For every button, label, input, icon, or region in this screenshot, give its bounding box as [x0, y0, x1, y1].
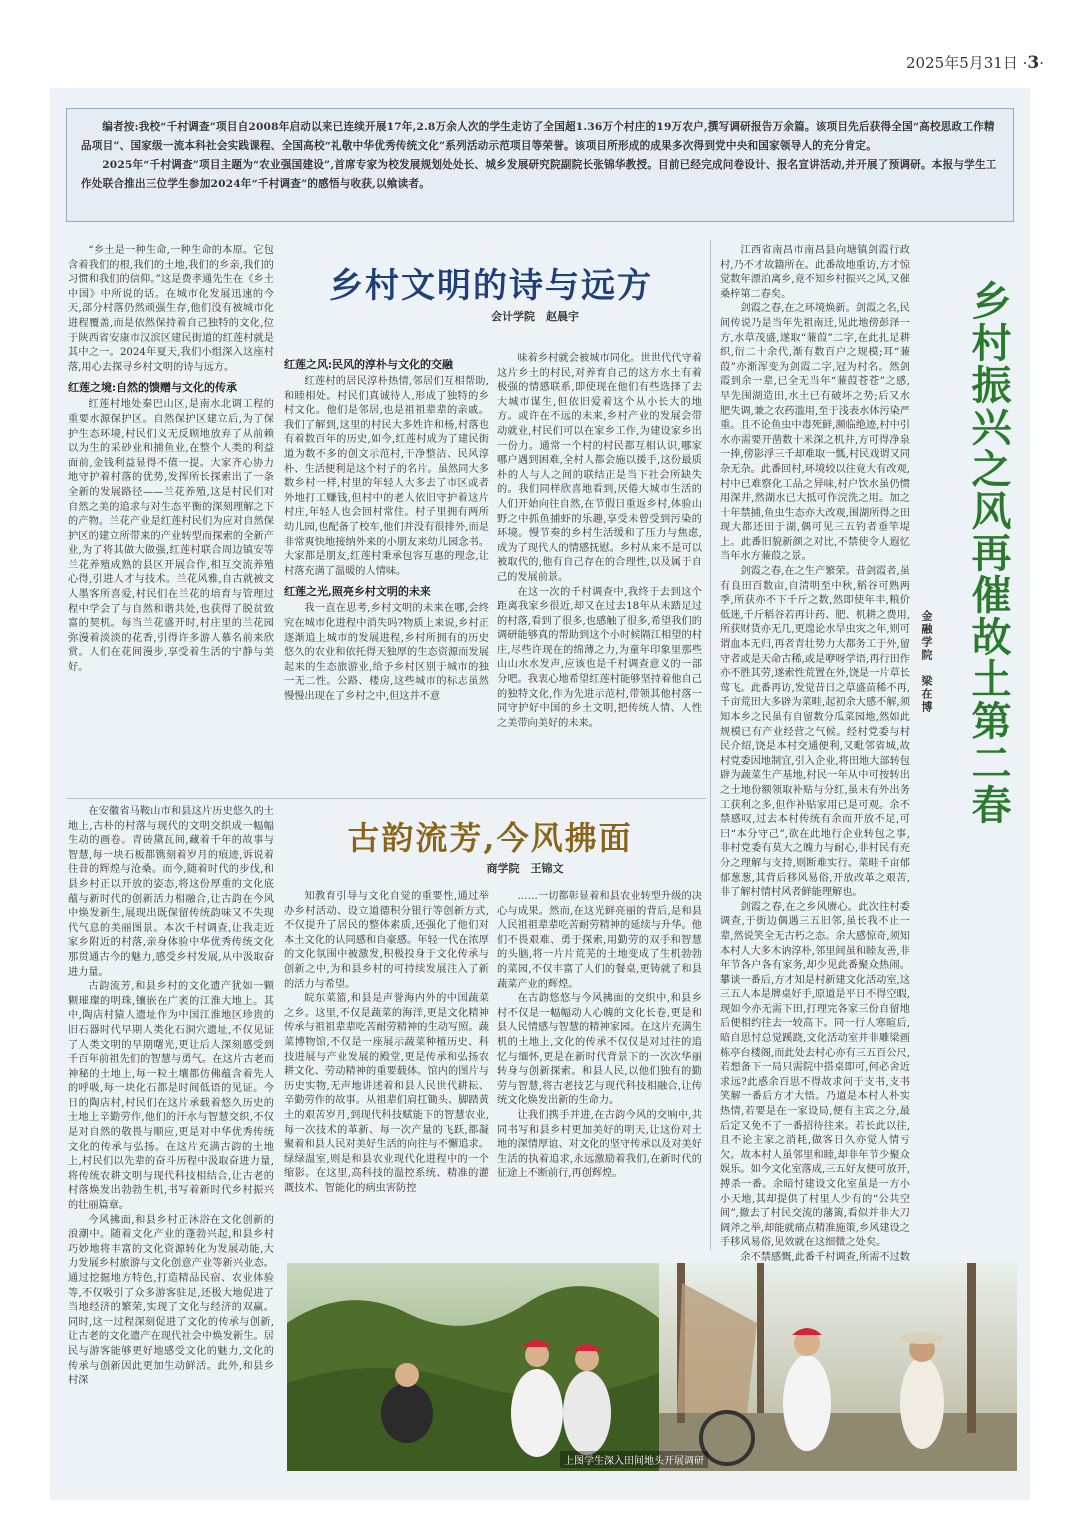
paragraph: 余不禁感慨,此番千村调查,所需不过数 — [740, 1251, 910, 1263]
article1-column-1 — [68, 244, 274, 789]
paragraph: 在这一次的千村调查中,我终于去到这个距离我家乡很近,却又在过去18年从未踏足过的村落,看到了很多,也感触了很多,希望我们的调研能够真的帮助到这个小时候隔江相望的村庄,尽些许现在的绵薄之力,为童年印象里那些山山水水发声,应该也是千村调查意义的一部分吧。我衷心地希望红莲村能够坚持着他自己的独特文化,作为先进示范村,带领其他村落一同守护好中国的乡土文明,把传统人情、人性之美带向美好的未来。 — [497, 586, 702, 729]
article1-title: 乡村文明的诗与远方 — [329, 266, 653, 306]
article1-byline: 会计学院 赵晨宇 — [491, 310, 579, 323]
editor-note — [66, 108, 1014, 222]
paragraph: 剑霞之春,在之环境焕新。剑霞之名,民间传说乃是当年先祖南迁,见此地傍彭泽一方,水草茂盛,遂取“蒹葭”二字,在此扎足耕织,衍二十余代,渐有数百户之规模;耳“蒹葭”亦渐浑变为剑霞二字,冠为村名。然剑霞到余一辈,已全无当年“蒹葭苍苍”之感,早先围湖造田,水土已有破坏之势;后又水肥失调,兼之农药滥用,至于浅表水体污染严重。且不论鱼虫中毒死鲜,濒临绝迹,村中引水亦需要开凿数十米深之机井,方可得净泉一捧,傍影浮三千却难取一瓢,村民戏谓又同杂无杂。此番回村,环境较以往竟大有改观,村中已难察化工品之异味,村户饮水虽仍惯用深井,然湖水已大抵可作浣洗之用。加之十年禁捕,鱼虫生态亦大改观,围湖所得之田现大都还田于湖,偶可见三五钓者垂竿堤上。此番旧貌新颜之对比,不禁使令人遐忆当年水方蒹葭之景。 — [720, 303, 910, 563]
article2-column-3 — [497, 890, 702, 1252]
section-heading: 红莲之风:民风的淳朴与文化的交融 — [284, 358, 454, 371]
paragraph: ……一切都彰显着和县农业转型升级的决心与成果。然而,在这光鲜亮丽的背后,是和县人民祖祖辈辈吃苦耐劳精神的延续与升华。他们不畏艰难、勇于探索,用勤劳的双手和智慧的头脑,将一片片荒芜的土地变成了生机勃勃的菜园,不仅丰富了人们的餐桌,更铸就了和县蔬菜产业的辉煌。 — [497, 891, 702, 990]
divider — [66, 798, 706, 799]
paragraph: 在古韵悠悠与今风拂面的交织中,和县乡村不仅是一幅幅动人心魄的文化长卷,更是和县人民情感与智慧的精神家园。在这片充满生机的土地上,文化的传承不仅仅是对过往的追忆与缅怀,更是在新时代背景下的一次次华丽转身与创新探索。和县人民,以他们独有的勤劳与智慧,将古老技艺与现代科技相融合,让传统文化焕发出新的生命力。 — [497, 993, 702, 1107]
paragraph: 红莲村地处秦巴山区,是南水北调工程的重要水源保护区。自然保护区建立后,为了保护生态环境,村民们义无反顾地放弃了从前赖以为生的采砂业和捕鱼业,在整个人类的利益面前,金钱利益显得不值一提。大家齐心协力地守护着村落的优势,发挥所长探索出了一条全新的发展路径——兰花养殖,这是村民们对自然之美的追求与对生态平衡的深刻理解之下的产物。兰花产业是红莲村民们为应对自然保护区的建立所带来的产业转型而探索的全新产业,为了将其做大做强,红莲村联合周边镇安等兰花养殖成熟的县区开展合作,相互交流养殖心得,引进人才与技术。兰花风雅,自古就被文人墨客所喜爱,村民们在兰花的培育与管理过程中学会了与自然和谐共处,也获得了脱贫致富的契机。每当兰花盛开时,村庄里的兰花园弥漫着淡淡的花香,引得许多游人慕名前来欣赏。人们在花间漫步,享受着生活的宁静与美好。 — [68, 399, 274, 674]
field-survey-photo — [287, 1263, 1017, 1471]
article2-byline: 商学院 王锦文 — [486, 862, 564, 875]
paragraph: 皖东菜篮,和县是声誉海内外的中国蔬菜之乡。这里,不仅是蔬菜的海洋,更是文化精神传承与祖祖辈辈吃苦耐劳精神的生动写照。蔬菜博物馆,不仅是一座展示蔬菜种植历史、科技进展与产业发展的殿堂,更是传承和弘扬农耕文化、劳动精神的重要载体。馆内的图片与历史实物,无声地讲述着和县人民世代耕耘、辛勤劳作的故事。从祖辈们肩扛锄头、脚踏黄土的艰苦岁月,到现代科技赋能下的智慧农业,每一次技术的革新、每一次产量的飞跃,都凝聚着和县人民对美好生活的向往与不懈追求。绿绿温室,则是和县农业现代化进程中的一个缩影。在这里,高科技的温控系统、精准的灌溉技术、智能化的病虫害防控 — [284, 993, 489, 1194]
paragraph: “乡土是一种生命,一种生命的本原。它包含着我们的根,我们的土地,我们的乡亲,我们的习惯和我们的信仰。”这是费孝通先生在《乡土中国》中所说的话。在城市化发展迅速的今天,部分村落仍然顽强生存,他们没有被城市化进程覆盖,而是依然保持着自己独特的文化,位于陕西省安康市汉滨区建民街道的红莲村就是其中之一。2024年夏天,我们小组深入这座村落,用心去探寻乡村文明的诗与远方。 — [68, 245, 274, 373]
paragraph: 今风拂面,和县乡村正沐浴在文化创新的浪潮中。随着文化产业的蓬勃兴起,和县乡村巧妙地将丰富的文化资源转化为发展动能,大力发展乡村旅游与文化创意产业等新兴业态。通过挖掘地方特色,打造精品民宿、农业体验等,不仅吸引了众多游客驻足,还极大地促进了当地经济的繁荣,实现了文化与经济的双赢。同时,这一过程深刻促进了文化的传承与创新,让古老的文化遗产在现代社会中焕发新生。居民与游客能够更好地感受文化的魅力,文化的传承与创新因此更加生动鲜活。此外,和县乡村深 — [68, 1214, 274, 1387]
column-divider — [710, 240, 711, 1250]
article1-column-2 — [284, 352, 489, 789]
article3-column — [720, 244, 910, 1263]
paragraph: 知教育引导与文化自觉的重要性,通过举办乡村活动、设立道德积分银行等创新方式,不仅提升了居民的整体素质,还强化了他们对本土文化的认同感和自豪感。年轻一代在浓厚的文化氛围中被激发,积极投身于文化传承与创新之中,为和县乡村的可持续发展注入了新的活力与希望。 — [284, 891, 489, 990]
article2-column-1 — [68, 805, 274, 1477]
photo-caption: 上图学生深入田间地头开展调研 — [560, 1451, 708, 1468]
paragraph: 江西省南昌市南昌县向塘镇剑霞行政村,乃不才故籍所在。此番故地重访,方才惊觉数年漂泊离乡,竟不知乡村振兴之风,又催桑梓第二春矣。 — [720, 245, 910, 300]
paragraph: 在安徽省马鞍山市和县这片历史悠久的土地上,古朴的村落与现代的文明交织成一幅幅生动的画卷。青砖黛瓦间,藏着千年的故事与智慧,每一块石板都镌刻着岁月的痕迹,诉说着往昔的辉煌与沧桑。而今,随着时代的步伐,和县乡村正以开放的姿态,将这份厚重的文化底蕴与新时代的创新活力相融合,让古韵在今风中焕发新生,展现出既保留传统韵味又不失现代气息的美丽图景。本次千村调查,让我走近家乡附近的村落,亲身体验中华优秀传统文化那贯通古今的魅力,感受乡村发展,从中汲取奋进力量。 — [68, 806, 274, 978]
paragraph: 我一直在思考,乡村文明的未来在哪,会终究在城市化进程中消失吗?物质上来说,乡村正逐渐追上城市的发展进程,乡村所拥有的历史悠久的农业和依托得天独厚的生态资源而发展起来的生态旅游业,给予乡村区别于城市的独一无二性。公路、楼房,这些城市的标志虽然慢慢出现在了乡村之中,但这并不意 — [284, 603, 489, 702]
article3-title: 乡村振兴之风再催故土第二春 — [965, 280, 1012, 826]
paragraph: 剑霞之春,在之生产繁荣。昔剑霞者,虽有良田百数亩,自清明至中秋,稻谷可熟两季,所获亦不下千斤之数,然即使年丰,粮价低迷,千斤稻谷若再计药、肥、机耕之费用,所获财货亦无几,更遑论水旱虫灾之年,则可谓血本无归,再者青壮势力大都务工于外,留守者或是天命古稀,或是咿呀学语,再行田作亦不胜其劳,遂索性荒置在外,饶是一片草长莺飞。此番再访,发觉昔日之草盛苗稀不再,千亩荒田大多辟为菜畦,起初余大感不解,须知本乡之民虽有自留数分瓜菜园地,然如此规模已有产业经营之气候。经村党委与村民介绍,饶是本村交通便利,又毗邻省城,故村党委因地制宜,引入企业,将田地大部转包辟为蔬菜生产基地,村民一年从中可按转出之土地份额领取补贴与分红,虽未有外出务工获利之多,但作补贴家用已是可观。余不禁感叹,过去本村传统有余而开放不足,可曰“本分守己”,欲在此地行企业转包之事,非村党委有莫大之魄力与耐心,非村民有充分之理解与支持,则断难实行。菜畦千亩郁郁葱葱,其背后移风易俗,开放改革之艰苦,非了解村情村风者鲜能理解也。 — [720, 566, 910, 899]
article1-column-3 — [497, 352, 702, 789]
page-number: 3 — [1027, 53, 1040, 73]
paragraph: 味着乡村就会被城市同化。世世代代守着这片乡土的村民,对养育自己的这方水土有着极强的情感联系,即使现在他们有些选择了去大城市谋生,但依旧爱着这个从小长大的地方。或许在不远的未来,乡村产业的发展会带动就业,村民们可以在家乡工作,为建设家乡出一份力。通常一个村的村民都互相认识,哪家哪户遇到困难,全村人都会施以援手,这份最质朴的人与人之间的联结正是当下社会所缺失的。我们同样欣喜地看到,厌倦大城市生活的人们开始向往自然,在节假日重返乡村,体验山野之中抓鱼捕虾的乐趣,享受未曾受到污染的环境。慢节奏的乡村生活缓和了压力与焦虑,成为了现代人的情感抚慰。乡村从来不是可以被取代的,他有自己存在的合理性,以及属于自己的发展前景。 — [497, 353, 702, 583]
editor-note-label: 编者按: — [102, 121, 139, 133]
article2-column-2 — [284, 890, 489, 1252]
section-heading: 红莲之境:自然的馈赠与文化的传承 — [68, 381, 238, 395]
section-heading: 红莲之光,照亮乡村文明的未来 — [284, 585, 431, 599]
issue-date: 2025年5月31日 — [906, 54, 1018, 72]
paragraph: 让我们携手并进,在古韵今风的交响中,共同书写和县乡村更加美好的明天,让这份对土地的深情厚谊、对文化的坚守传承以及对美好生活的执着追求,永远激励着我们,在新时代的征途上不断前行,再创辉煌。 — [497, 1109, 702, 1180]
paragraph: 红莲村的居民淳朴热情,邻居们互相帮助,和睦相处。村民们真诚待人,形成了独特的乡村文化。他们是邻居,也是祖祖辈辈的亲戚。我们了解到,这里的村民大多姓许和杨,村落也有着数百年的历史,如今,红莲村成为了建民街道为数不多的创文示范村,干净整洁、民风淳朴、生活便利是这个村子的名片。虽然同大多数乡村一样,村里的年轻人大多去了市区或者外地打工赚钱,但村中的老人依旧守护着这片村庄,年轻人也会回村常住。村子里拥有两所幼儿园,也配备了校车,他们并没有很排外,而是非常爽快地接纳外来的小朋友来幼儿园念书。大家都是朋友,红莲村秉承包容互惠的理念,让村落充满了温暖的人情味。 — [284, 376, 489, 577]
editor-note-p2: 2025年“千村调查”项目主题为“农业强国建设”,首席专家为校发展规划处处长、城乡发展研究院副院长张锦华教授。目前已经完成问卷设计、报名宣讲活动,并开展了预调研。本报与学生工作处联合推出三位学生参加2024年“千村调查”的感悟与收获,以飨读者。 — [81, 159, 997, 190]
editor-note-p1: 我校“千村调查”项目自2008年启动以来已连续开展17年,2.8万余人次的学生走访了全国超1.36万个村庄的19万农户,撰写调研报告万余篇。该项目先后获得全国“高校思政工作精品项目”、国家级一流本科社会实践课程、全国高校“礼敬中华优秀传统文化”系列活动示范项目等荣誉。该项目所形成的成果多次得到党中央和国家领导人的充分肯定。 — [81, 121, 995, 152]
paragraph: 古韵流芳,和县乡村的文化遗产犹如一颗颗璀璨的明珠,镶嵌在广袤的江淮大地上。其中,陶店村猿人遗址作为中国江淮地区珍贵的旧石器时代早期人类化石洞穴遗址,不仅见证了人类文明的早期曙光,更让后人深刻感受到千百年前祖先们的智慧与勇气。在这片古老而神秘的土地上,每一粒土壤都仿佛蕴含着先人的呼吸,每一块化石都是时间低语的见证。今日的陶店村,村民们在这片承载着悠久历史的土地上辛勤劳作,他们的汗水与智慧交织,不仅是对自然的敬畏与顺应,更是对中华优秀传统文化的传承与弘扬。在这片充满古韵的土地上,村民们以先辈的奋斗历程中汲取奋进力量,将传统农耕文明与现代科技相结合,让古老的村落焕发出勃勃生机,书写着新时代乡村振兴的壮丽篇章。 — [68, 981, 274, 1212]
photo-illustration — [287, 1263, 1017, 1471]
article2-title: 古韵流芳,今风拂面 — [347, 819, 633, 857]
paragraph: 剑霞之春,在之乡风赓心。此次往村委调查,于街边偶遇三五旧邻,虽长我不止一辈,然说笑全无古朽之态。余大感惊奇,须知本村人大多木讷淳朴,邻里间虽和睦友善,非年节各户各有家务,却少见此番聚众热闹。攀谈一番后,方才知是村新建文化活动室,这三五人本是牌桌好手,原道是平日不得空暇,现如今亦无需下田,打理完各家三份自留地后便相约往去一较高下。同一行人寒暄后,暗自思忖总觉蹊跷,文化活动室并非雕梁画栋亭台楼阁,而此处去村心亦有三五百公尺,若想备下一局只需院中搭桌即可,何必舍近求远?此惑余百思不得故求问于支书,支书笑解一番后方才大悟。乃道是本村人朴实热情,若要是在一家设局,便有主宾之分,最后定又免不了一番招待往来。若长此以往,且不论主家之消耗,做客日久亦觉人情亏欠。故本村人虽邻里和睦,却非年节少聚众娱乐。如今文化室落成,三五好友便可放开,搏杀一番。余暗忖建设文化室虽是一方小小天地,其却提供了村里人少有的“公共空间”,撤去了村民交流的藩篱,看似并非大刀阔斧之举,却能就痛点精准施策,乡风建设之手移风易俗,见效就在这细微之处矣。 — [720, 901, 910, 1249]
article3-byline: 金融学院 梁在博 — [920, 610, 933, 714]
page-header: 2025年5月31日 ·3· — [906, 53, 1044, 73]
